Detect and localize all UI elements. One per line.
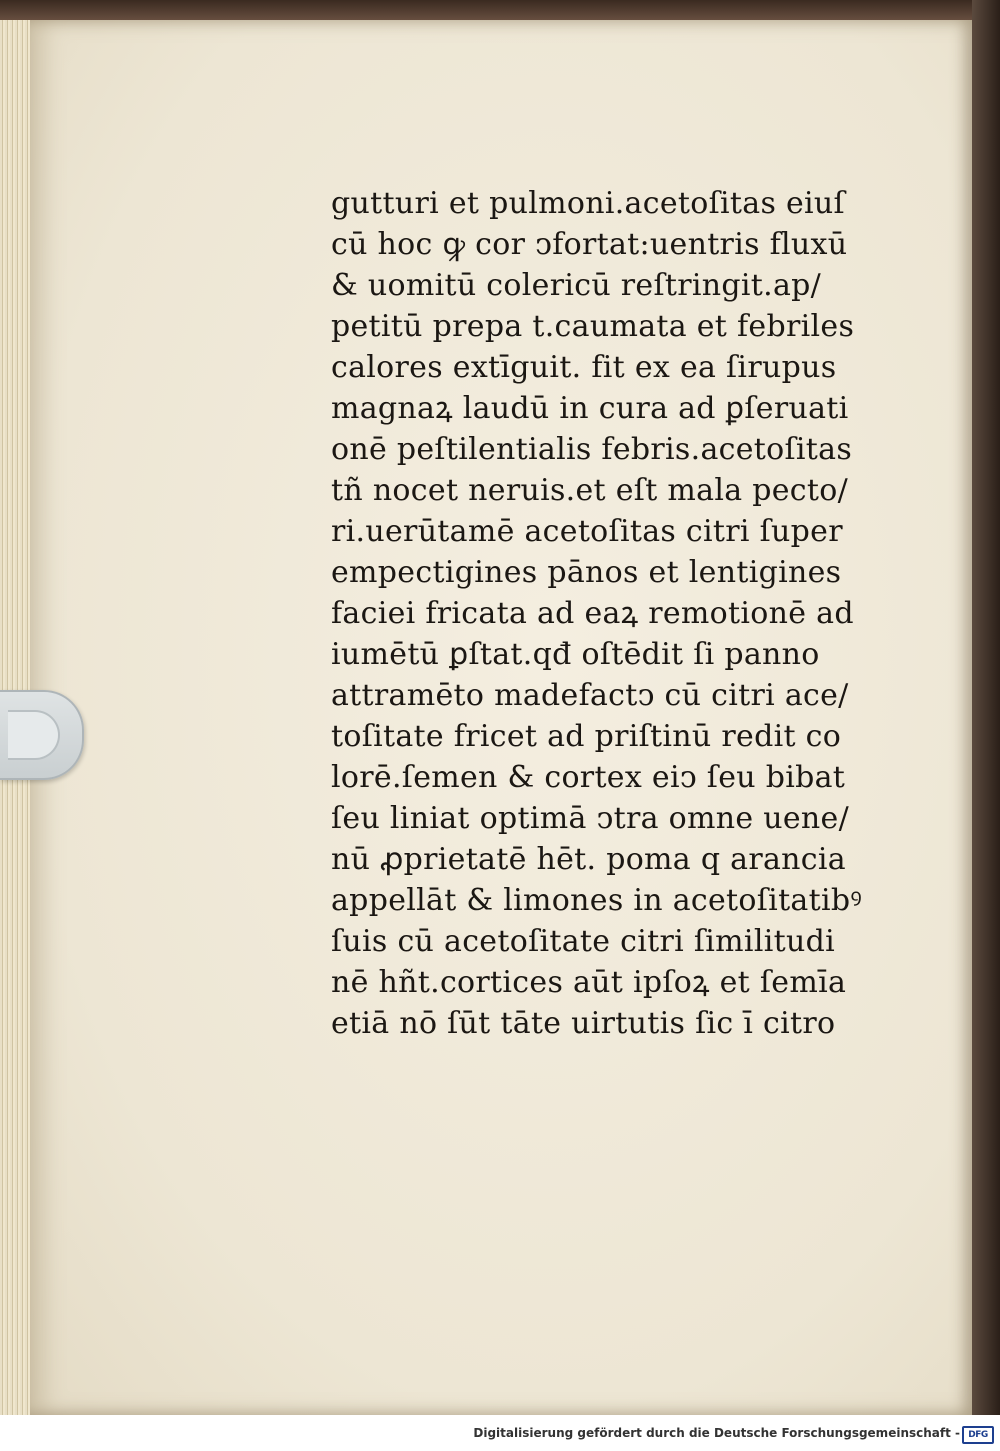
text-line: petitū prepa t.caumata et febriles bbox=[331, 309, 855, 344]
digitization-credit: Digitalisierung gefördert durch die Deutsche Forschungsgemeinschaft - bbox=[473, 1426, 960, 1440]
text-line: faciei fricata ad eaꝝ remotionē ad bbox=[331, 596, 854, 631]
text-line: & uomitū colericū reſtringit.ap/ bbox=[331, 268, 822, 303]
text-line: nū ꝓprietatē hēt. poma q arancia bbox=[331, 842, 846, 877]
text-line: iumētū ꝑſtat.qđ oſtēdit ſi panno bbox=[331, 637, 820, 672]
text-line: toſitate fricet ad priſtinū redit co bbox=[331, 719, 842, 754]
text-line: attramēto madefactↄ cū citri ace/ bbox=[331, 678, 849, 713]
bookmark-clip bbox=[0, 690, 84, 780]
text-line: tñ nocet neruis.et eſt mala pecto/ bbox=[331, 473, 849, 508]
text-line: magnaꝝ laudū in cura ad ꝑſeruati bbox=[331, 391, 849, 426]
dfg-logo: DFG bbox=[962, 1426, 994, 1444]
text-line: lorē.ſemen & cortex eiↄ ſeu bibat bbox=[331, 760, 846, 795]
text-line: cū hoc ꝙ cor ↄfortat:uentris fluxū bbox=[331, 227, 848, 262]
text-line: calores extīguit. fit ex ea ſirupus bbox=[331, 350, 837, 385]
text-line: ſuis cū acetoſitate citri ſimilitudi bbox=[331, 924, 835, 959]
book-cover-edge-top bbox=[0, 0, 1000, 22]
text-line: gutturi et pulmoni.acetoſitas eiuſ bbox=[331, 186, 845, 221]
footer-bar bbox=[0, 1415, 1000, 1451]
text-line: etiā nō ſūt tāte uirtutis ſic ī citro bbox=[331, 1006, 836, 1041]
text-line: ſeu liniat optimā ↄtra omne uene/ bbox=[331, 801, 849, 836]
text-line: ri.uerūtamē acetoſitas citri ſuper bbox=[331, 514, 843, 549]
text-line: onē peſtilentialis febris.acetoſitas bbox=[331, 432, 853, 467]
text-line: empectigines pānos et lentigines bbox=[331, 555, 842, 590]
book-cover-edge-right bbox=[972, 0, 1000, 1451]
text-line: appellāt & limones in acetoſitatibꝰ bbox=[331, 883, 863, 918]
page-text bbox=[331, 183, 891, 1044]
text-line: nē hñt.cortices aūt ipſoꝝ et ſemīa bbox=[331, 965, 847, 1000]
